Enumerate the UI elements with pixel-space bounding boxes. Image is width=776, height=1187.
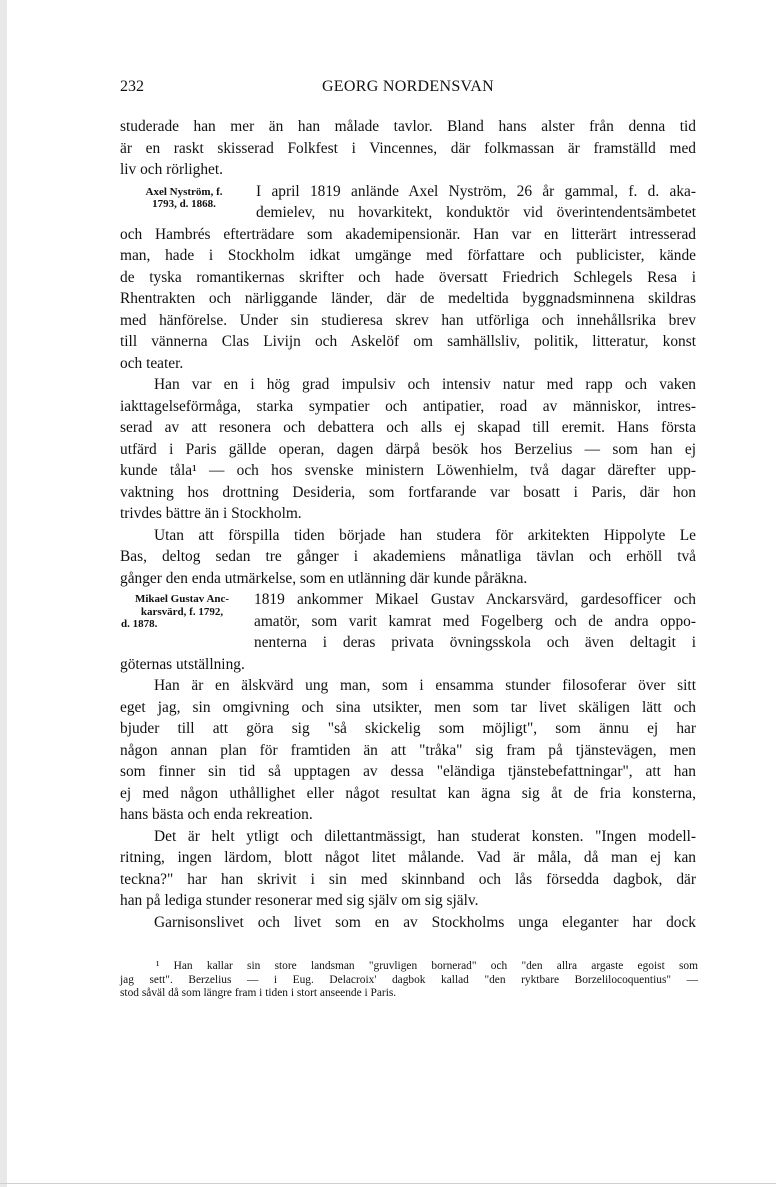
footnote-line: jag sett". Berzelius — i Eug. Delacroix' dagbok kallad "den ryktbare Borzelilocoquentius" — xyxy=(120,973,698,986)
paragraph-5-with-marginal xyxy=(120,589,696,654)
text-line: bjuder till att göra sig "så skickelig som möjligt", som ännu ej har xyxy=(120,720,696,737)
text-line: man, hade i Stockholm idkat umgänge med författare och publicister, kände xyxy=(120,247,696,264)
text-line: hans bästa och enda rekreation. xyxy=(120,806,313,823)
text-line: Han var en i hög grad impulsiv och intensiv natur med rapp och vaken xyxy=(154,376,696,393)
text-line: utfärd i Paris gällde operan, dagen därpå besök hos Berzelius — som han ej xyxy=(120,440,696,458)
main-text xyxy=(120,116,696,933)
text-line: och Hambrés efterträdare som akademipensionär. Han var en litterärt intresserad xyxy=(120,225,696,243)
paragraph-2-with-marginal xyxy=(120,181,696,224)
text-line: trivdes bättre än i Stockholm. xyxy=(120,505,302,522)
paragraph-5-start xyxy=(254,589,696,654)
text-line: är en raskt skisserad Folkfest i Vincennes, där folkmassan är framställd med xyxy=(120,139,696,157)
text-line: med hänförelse. Under sin studieresa skrev han utförliga och innehållsrika brev xyxy=(120,311,696,329)
text-line: ej med någon uthållighet eller något resultat kan ägna sig åt de fria konsterna, xyxy=(120,784,696,802)
text-line: Garnisonslivet och livet som en av Stockholms unga eleganter har dock xyxy=(154,913,696,931)
marginal-note-anckarsvard xyxy=(120,593,244,631)
text-line: demielev, nu hovarkitekt, konduktör vid överintendentsämbetet xyxy=(256,204,696,221)
text-line: gånger den enda utmärkelse, som en utlänning där kunde påräkna. xyxy=(120,569,528,587)
text-line: nenterna i deras privata övningsskola och även deltagit i xyxy=(254,634,696,651)
text-line: 1819 ankommer Mikael Gustav Anckarsvärd, gardesofficer och xyxy=(254,591,696,608)
bottom-rule xyxy=(0,1183,776,1184)
paragraph-7 xyxy=(120,826,696,912)
paragraph-4 xyxy=(120,525,696,590)
text-line: Han är en älskvärd ung man, som i ensamma stunder filosoferar över sitt xyxy=(154,677,696,694)
paragraph-5 xyxy=(120,654,696,676)
footnote-line: stod såväl då som längre fram i tiden i stort anseende i Paris. xyxy=(120,987,397,999)
marginal-line: 1793, d. 1868. xyxy=(152,198,216,210)
text-line: han på lediga stunder resonerar med sig själv om sig själv. xyxy=(120,892,479,909)
footnote xyxy=(120,960,698,1001)
text-line: till vännerna Clas Livijn och Askelöf om samhällsliv, politik, litteratur, konst xyxy=(120,333,696,350)
marginal-line: Axel Nyström, f. xyxy=(145,185,223,198)
text-line: liv och rörlighet. xyxy=(120,161,224,178)
paragraph-3 xyxy=(120,374,696,525)
text-line: göternas utställning. xyxy=(120,655,245,673)
running-header xyxy=(120,78,696,102)
text-line: Rhentrakten och närliggande länder, där de medeltida byggnadsminnena skildras xyxy=(120,290,696,307)
text-line: serad av att resonera och debattera och alls ej skapad till eremit. Hans första xyxy=(120,419,696,436)
text-line: ritning, ingen lärdom, blott något litet målande. Vad är måla, då man ej kan xyxy=(120,849,696,866)
text-line: och teater. xyxy=(120,354,184,372)
page-number: 232 xyxy=(120,78,144,95)
text-line: studerade han mer än han målade tavlor. Bland hans alster från denna tid xyxy=(120,118,696,135)
text-line: vaktning hos drottning Desideria, som fortfarande var bosatt i Paris, där hon xyxy=(120,483,696,501)
text-line: amatör, som varit kamrat med Fogelberg och de andra oppo- xyxy=(254,612,696,630)
marginal-note-axel-nystrom xyxy=(120,186,248,211)
marginal-line: karsvärd, f. 1792, xyxy=(140,605,224,618)
text-line: de tyska romantikernas skrifter och hade översatt Friedrich Schlegels Resa i xyxy=(120,268,696,286)
footnote-line: ¹ Han kallar sin store landsman "gruvligen bornerad" och "den allra argaste egoist som xyxy=(156,960,698,972)
text-line: iakttagelseförmåga, starka sympatier och antipatier, road av människor, intres- xyxy=(120,397,696,415)
paragraph-8 xyxy=(120,912,696,934)
paragraph-6 xyxy=(120,675,696,826)
running-title: GEORG NORDENSVAN xyxy=(321,78,495,95)
marginal-line: Mikael Gustav Anc- xyxy=(134,593,230,605)
text-line: Det är helt ytligt och dilettantmässigt, han studerat konsten. "Ingen modell- xyxy=(154,827,696,845)
paragraph-1 xyxy=(120,116,696,181)
text-line: eget jag, sin omgivning och sina utsikter, men som tar livet skäligen lätt och xyxy=(120,698,696,716)
scan-edge xyxy=(0,0,7,1187)
text-line: teckna?" har han skrivit i sin med skinnband och lås försedda dagbok, där xyxy=(120,870,696,888)
marginal-line: d. 1878. xyxy=(121,618,158,630)
text-line: någon annan plan för framtiden än att "tråka" sig fram på tjänstevägen, men xyxy=(120,741,696,759)
text-line: I april 1819 anlände Axel Nyström, 26 år gammal, f. d. aka- xyxy=(256,182,696,200)
text-line: Bas, deltog sedan tre gånger i akademiens månatliga tävlan och erhöll två xyxy=(120,548,696,565)
paragraph-2-start xyxy=(256,181,696,224)
text-line: kunde tåla¹ — och hos svenske ministern Löwenhielm, två dagar därefter upp- xyxy=(120,462,696,479)
paragraph-2 xyxy=(120,224,696,375)
text-line: Utan att förspilla tiden började han studera för arkitekten Hippolyte Le xyxy=(154,526,696,544)
text-line: som finner sin tid så upptagen av dessa "eländiga tjänstebefattningar", att han xyxy=(120,763,696,780)
